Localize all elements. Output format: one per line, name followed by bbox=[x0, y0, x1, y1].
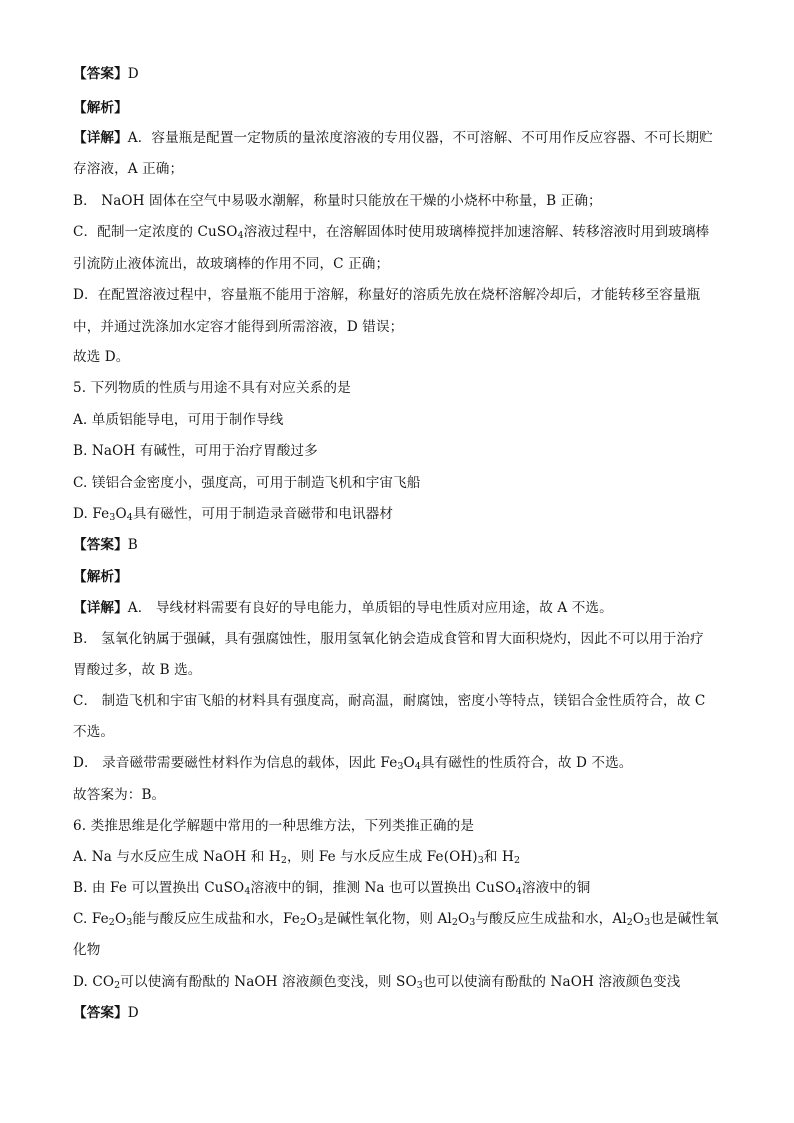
q6-option-c-line1: C. $Fe_2O_3$能与酸反应生成盐和水，$Fe_2O_3$是碱性氧化物，则 $Al_2O_3$与酸反应生成盐和水，$Al_2O_3$也是碱性氧 bbox=[73, 911, 719, 928]
answer-label: 【答案】 bbox=[73, 66, 128, 82]
q4-detail-d-line2: 中，并通过洗涤加水定容才能得到所需溶液，D 错误； bbox=[73, 319, 404, 335]
q4-detail-a-line2: 存溶液，A 正确； bbox=[73, 161, 184, 177]
q4-detail-d-line1: D．在配置溶液过程中，容量瓶不能用于溶解，称量好的溶质先放在烧杯溶解冷却后，才能转移至容量瓶 bbox=[73, 287, 701, 303]
q5-option-d: D. $Fe_3O_4$具有磁性，可用于制造录音磁带和电讯器材 bbox=[73, 506, 394, 523]
q5-detail-c-line2: 不选。 bbox=[73, 724, 115, 740]
q4-conclusion: 故选 D。 bbox=[73, 349, 130, 365]
q4-detail-a-line1: 【详解】A．容量瓶是配置一定物质的量浓度溶液的专用仪器，不可溶解、不可用作反应容器、不可长期贮 bbox=[73, 130, 713, 146]
q5-analysis-label: 【解析】 bbox=[73, 569, 128, 585]
q4-detail-c-line1: C．配制一定浓度的 CuSO$_4$溶液过程中，在溶解固体时使用玻璃棒搅拌加速溶解、转移溶液时用到玻璃棒 bbox=[73, 224, 710, 241]
q6-option-d: D. $CO_2$可以使滴有酚酞的 NaOH 溶液颜色变浅，则 $SO_3$也可以使滴有酚酞的 NaOH 溶液颜色变浅 bbox=[73, 974, 681, 991]
detail-label: 【详解】 bbox=[73, 600, 128, 616]
q6-option-a: A. Na 与水反应生成 NaOH 和 $H_2$，则 Fe 与水反应生成 $Fe(OH)_3$和 $H_2$ bbox=[73, 849, 521, 866]
q5-detail-b-line2: 胃酸过多，故 B 选。 bbox=[73, 662, 202, 678]
q5-detail-a: 【详解】A． 导线材料需要有良好的导电能力，单质铝的导电性质对应用途，故 A 不选。 bbox=[73, 600, 613, 616]
answer-label: 【答案】 bbox=[73, 1005, 128, 1021]
q4-detail-b: B． NaOH 固体在空气中易吸水潮解，称量时只能放在干燥的小烧杯中称量，B 正确； bbox=[73, 193, 602, 209]
answer-label: 【答案】 bbox=[73, 537, 128, 553]
answer-value: D bbox=[127, 1005, 139, 1021]
q6-stem: 6. 类推思维是化学解题中常用的一种思维方法，下列类推正确的是 bbox=[73, 818, 475, 834]
detail-label: 【详解】 bbox=[73, 130, 128, 146]
q6-answer bbox=[73, 1002, 139, 1024]
q5-detail-c-line1: C． 制造飞机和宇宙飞船的材料具有强度高，耐高温，耐腐蚀，密度小等特点，镁铝合金性质符合，故 C bbox=[73, 693, 706, 709]
q4-analysis-label: 【解析】 bbox=[73, 100, 128, 116]
answer-value: D bbox=[127, 66, 139, 82]
q5-option-a: A. 单质铝能导电，可用于制作导线 bbox=[73, 412, 284, 428]
q5-conclusion: 故答案为：B。 bbox=[73, 787, 166, 803]
q6-option-b: B. 由 Fe 可以置换出 CuSO$_4$溶液中的铜，推测 Na 也可以置换出 CuSO$_4$溶液中的铜 bbox=[73, 880, 591, 897]
q4-detail-c-line2: 引流防止液体流出，故玻璃棒的作用不同，C 正确； bbox=[73, 256, 390, 272]
q6-option-c-line2: 化物 bbox=[73, 942, 101, 958]
q5-detail-b-line1: B． 氢氧化钠属于强碱，具有强腐蚀性，服用氢氧化钠会造成食管和胃大面积烧灼，因此不可以用于治疗 bbox=[73, 631, 704, 647]
q5-detail-d: D． 录音磁带需要磁性材料作为信息的载体，因此 $Fe_3O_4$具有磁性的性质符合，故 D 不选。 bbox=[73, 755, 633, 772]
q5-option-c: C. 镁铝合金密度小，强度高，可用于制造飞机和宇宙飞船 bbox=[73, 475, 421, 491]
q5-option-b: B. NaOH 有碱性，可用于治疗胃酸过多 bbox=[73, 443, 318, 459]
answer-value: B bbox=[127, 537, 138, 553]
q4-answer bbox=[73, 63, 139, 85]
q5-stem: 5. 下列物质的性质与用途不具有对应关系的是 bbox=[73, 380, 351, 396]
q5-answer bbox=[73, 534, 138, 556]
